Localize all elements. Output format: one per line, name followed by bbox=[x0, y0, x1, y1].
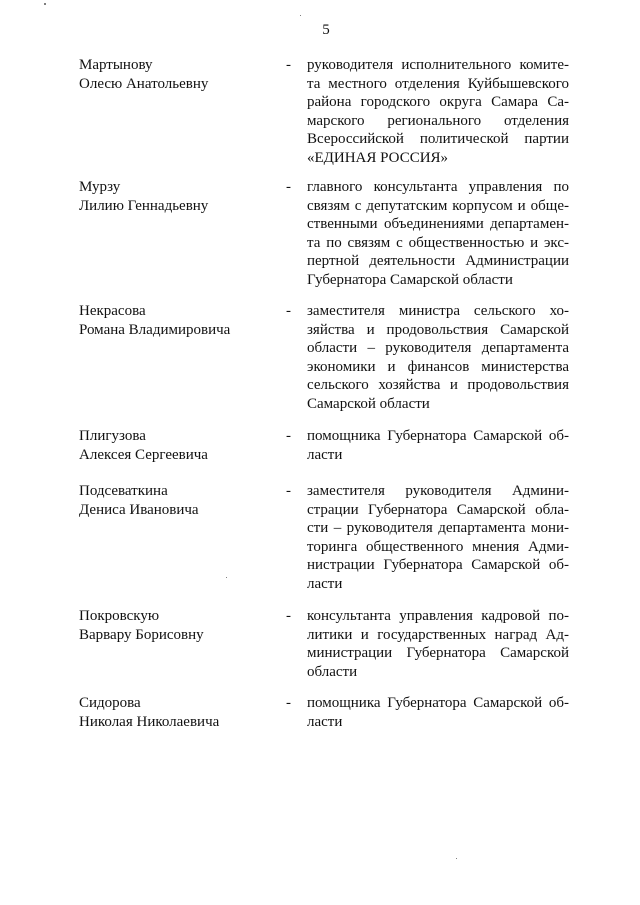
description-line: Самарской области bbox=[307, 395, 430, 412]
person-name-line: Некрасова bbox=[79, 303, 146, 319]
description-line: «ЕДИНАЯ РОССИЯ» bbox=[307, 149, 449, 166]
position-description bbox=[307, 56, 569, 167]
dash-separator: - bbox=[286, 57, 291, 73]
description-line: пертной деятельности Администрации bbox=[307, 253, 569, 269]
person-name bbox=[79, 56, 279, 93]
description-line: торинга общественного мнения Адми- bbox=[307, 538, 569, 555]
person-name-line: Лилию Геннадьевну bbox=[79, 197, 209, 214]
description-line: ласти bbox=[307, 575, 343, 592]
dash-separator: - bbox=[286, 483, 291, 499]
person-name bbox=[79, 427, 279, 464]
description-line: ласти bbox=[307, 446, 343, 463]
person-name bbox=[79, 178, 279, 215]
person-name bbox=[79, 694, 279, 731]
person-name-line: Николая Николаевича bbox=[79, 713, 220, 730]
dash-separator: - bbox=[286, 179, 291, 195]
description-line: министрации Губернатора Самарской bbox=[307, 645, 569, 661]
description-line: Губернатора Самарской области bbox=[307, 271, 513, 288]
dash-separator: - bbox=[286, 303, 291, 319]
position-description bbox=[307, 302, 569, 413]
position-description bbox=[307, 482, 569, 593]
description-line: Всероссийской политической партии bbox=[307, 131, 569, 147]
description-line: консультанта управления кадровой по- bbox=[307, 608, 569, 624]
person-name-line: Мурзу bbox=[79, 179, 121, 195]
person-name-line: Варвару Борисовну bbox=[79, 626, 204, 643]
description-line: сти – руководителя департамента мони- bbox=[307, 520, 569, 536]
description-line: ласти bbox=[307, 713, 343, 730]
person-name-line: Алексея Сергеевича bbox=[79, 446, 208, 463]
position-description bbox=[307, 427, 569, 464]
position-description bbox=[307, 607, 569, 681]
description-line: ственными объединениями департамен- bbox=[307, 216, 569, 232]
description-line: района городского округа Самара Са- bbox=[307, 94, 569, 110]
description-line: литики и государственных наград Ад- bbox=[307, 626, 569, 643]
dash-separator: - bbox=[286, 695, 291, 711]
person-name-line: Плигузова bbox=[79, 428, 146, 444]
position-description bbox=[307, 694, 569, 731]
description-line: экономики и финансов министерства bbox=[307, 358, 569, 375]
scan-speck bbox=[300, 15, 301, 16]
person-name bbox=[79, 607, 279, 644]
person-name-line: Дениса Ивановича bbox=[79, 501, 199, 518]
position-description bbox=[307, 178, 569, 289]
description-line: помощника Губернатора Самарской об- bbox=[307, 428, 569, 444]
description-line: главного консультанта управления по bbox=[307, 179, 569, 195]
person-name bbox=[79, 482, 279, 519]
page-number: 5 bbox=[322, 22, 330, 38]
description-line: помощника Губернатора Самарской об- bbox=[307, 695, 569, 711]
description-line: та местного отделения Куйбышевского bbox=[307, 75, 569, 92]
person-name-line: Покровскую bbox=[79, 608, 160, 624]
person-name-line: Подсеваткина bbox=[79, 483, 168, 499]
dash-separator: - bbox=[286, 608, 291, 624]
dash-separator: - bbox=[286, 428, 291, 444]
scan-speck bbox=[226, 577, 227, 578]
person-name-line: Олесю Анатольевну bbox=[79, 75, 209, 92]
description-line: связям с депутатским корпусом и обще- bbox=[307, 197, 569, 214]
description-line: заместителя руководителя Админи- bbox=[307, 483, 569, 499]
description-line: нистрации Губернатора Самарской об- bbox=[307, 557, 569, 573]
description-line: руководителя исполнительного комите- bbox=[307, 57, 569, 73]
scan-speck bbox=[44, 3, 46, 5]
scan-speck bbox=[456, 858, 457, 859]
person-name bbox=[79, 302, 279, 339]
description-line: сельского хозяйства и продовольствия bbox=[307, 377, 569, 393]
person-name-line: Мартынову bbox=[79, 57, 153, 73]
description-line: та по связям с общественностью и экс- bbox=[307, 234, 569, 251]
description-line: зяйства и продовольствия Самарской bbox=[307, 321, 569, 338]
description-line: марского регионального отделения bbox=[307, 112, 569, 129]
description-line: страции Губернатора Самарской обла- bbox=[307, 501, 569, 518]
person-name-line: Сидорова bbox=[79, 695, 141, 711]
person-name-line: Романа Владимировича bbox=[79, 321, 231, 338]
description-line: области – руководителя департамента bbox=[307, 340, 569, 356]
description-line: области bbox=[307, 663, 358, 680]
description-line: заместителя министра сельского хо- bbox=[307, 303, 569, 319]
